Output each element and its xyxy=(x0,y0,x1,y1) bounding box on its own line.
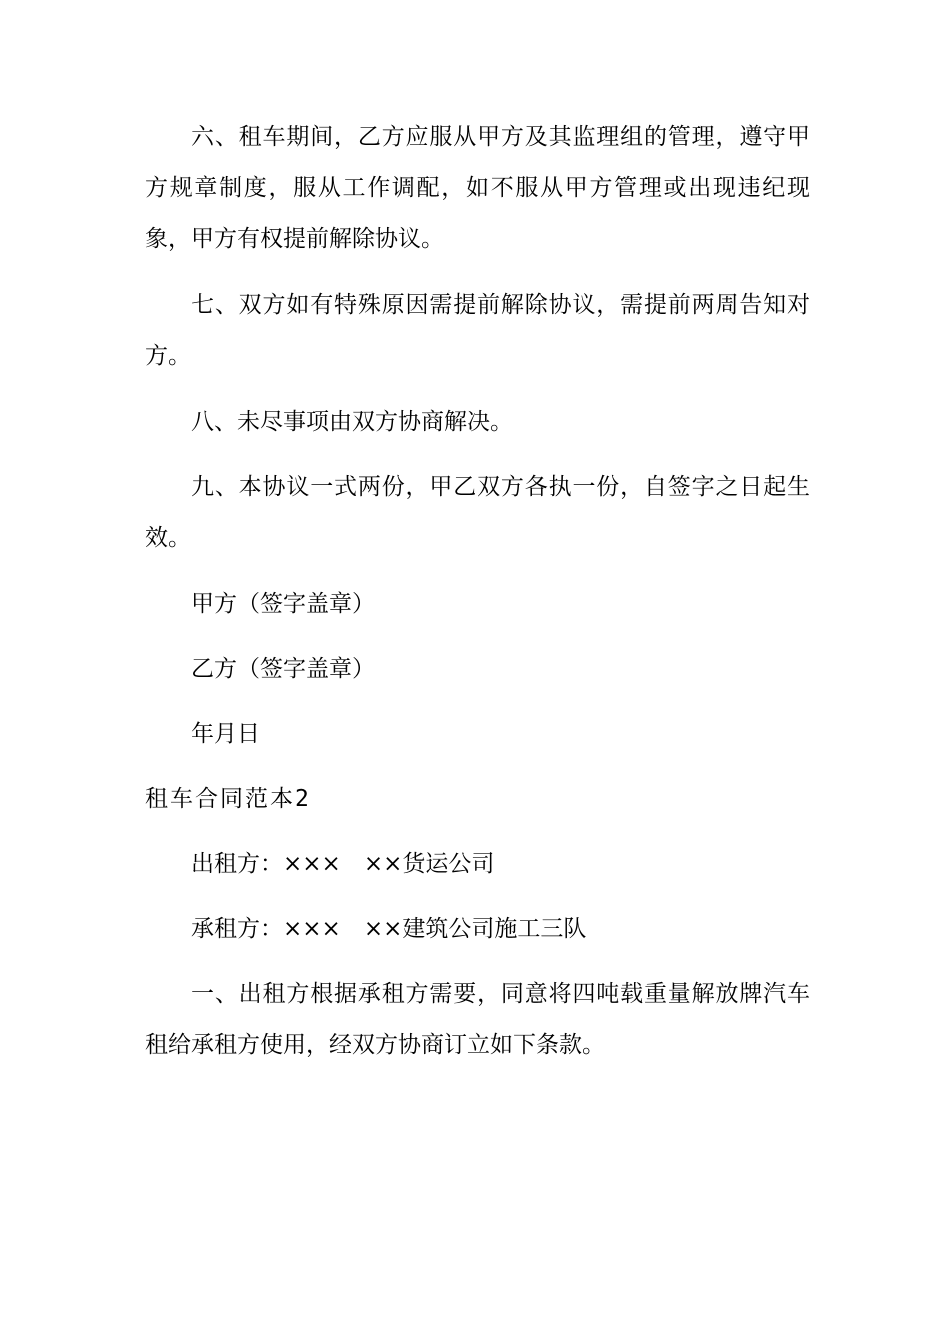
clause-six: 六、租车期间，乙方应服从甲方及其监理组的管理，遵守甲方规章制度，服从工作调配，如不服从甲方管理或出现违纪现象，甲方有权提前解除协议。 xyxy=(145,124,810,252)
lessee-line: 承租方：××× ××建筑公司施工三队 xyxy=(191,916,587,942)
signature-date: 年月日 xyxy=(191,721,260,747)
clause-one: 一、出租方根据承租方需要，同意将四吨载重量解放牌汽车租给承租方使用，经双方协商订立如下条款。 xyxy=(145,981,810,1058)
clause-seven: 七、双方如有特殊原因需提前解除协议，需提前两周告知对方。 xyxy=(145,292,810,369)
section-title: 租车合同范本2 xyxy=(145,786,311,812)
clause-nine: 九、本协议一式两份，甲乙双方各执一份，自签字之日起生效。 xyxy=(145,474,810,551)
party-a-signature: 甲方（签字盖章） xyxy=(191,591,375,617)
clause-eight: 八、未尽事项由双方协商解决。 xyxy=(191,409,513,435)
document-body xyxy=(145,112,810,1071)
party-b-signature: 乙方（签字盖章） xyxy=(191,656,375,682)
lessor-line: 出租方：××× ××货运公司 xyxy=(191,851,495,877)
